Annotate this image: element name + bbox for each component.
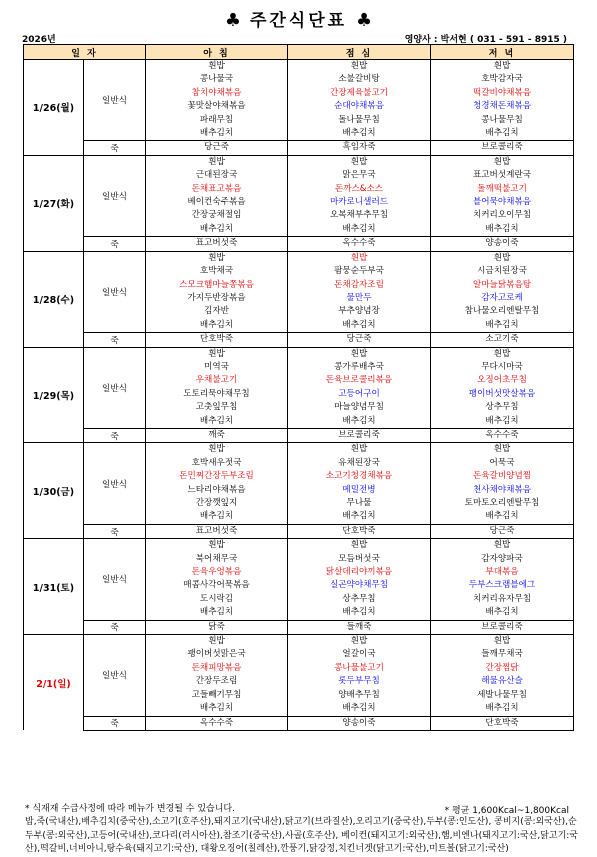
menu-body [24, 60, 574, 731]
table-row [24, 635, 574, 649]
lunch-dish: 돈까스&소스 [288, 183, 431, 196]
lunch-dish: 닭살데리야끼볶음 [288, 566, 431, 579]
juk-row [24, 716, 574, 730]
lunch-dish: 마늘양념무침 [288, 401, 431, 414]
lunch-dish: 소고기청경채볶음 [288, 470, 431, 483]
dinner-dish: 두부스크램블에그 [431, 579, 574, 592]
club-suit-icon: ♣ [224, 10, 242, 31]
lunch-juk: 들깨죽 [288, 620, 431, 634]
dinner-dish: 흰밥 [431, 155, 574, 169]
lunch-dish: 흰밥 [288, 60, 431, 74]
dinner-dish: 상추무침 [431, 401, 574, 414]
lunch-dish: 양배추무침 [288, 689, 431, 702]
dinner-dish: 무다시마국 [431, 361, 574, 374]
lunch-dish: 배추김치 [288, 510, 431, 524]
lunch-dish: 흰밥 [288, 635, 431, 649]
meal-type-regular: 일반식 [84, 635, 146, 716]
breakfast-dish: 매콤사각어묵볶음 [146, 579, 288, 592]
meal-type-juk: 죽 [84, 524, 146, 538]
breakfast-dish: 배추김치 [146, 223, 288, 237]
breakfast-dish: 베이컨숙주볶음 [146, 196, 288, 209]
juk-row [24, 237, 574, 251]
dinner-dish: 감자고로케 [431, 292, 574, 305]
origin-info: 밥,죽(국내산),배추김치(중국산),소고기(호주산),돼지고기(국내산),닭고기(브라질산),오리고기(중국산),두부(콩:인도산), 콩비지(콩:외국산),순두부(콩:외국산),고등어(국내산),코다리(러시아산),참조기(중국산),사골(호주산), 베이컨(돼지고기:외국산),햄,비엔나(돼지고기:국산,닭고기:국산),떡갈비,너비아니,탕수육(돼지고기:국산), 대왕오징어(칠레산),깐풍기,닭강정,치킨너겟(닭고기:국산),미트볼(닭고기:국산) [25, 817, 579, 855]
dinner-dish: 간장찜닭 [431, 662, 574, 675]
breakfast-dish: 흰밥 [146, 443, 288, 457]
dinner-dish: 떡갈비야채볶음 [431, 87, 574, 100]
lunch-juk: 브로콜리죽 [288, 428, 431, 442]
lunch-dish: 흰밥 [288, 347, 431, 361]
lunch-dish: 실곤약야채무침 [288, 579, 431, 592]
lunch-dish: 순대야채볶음 [288, 100, 431, 113]
breakfast-dish: 흰밥 [146, 347, 288, 361]
page-title [0, 6, 597, 31]
dinner-dish: 배추김치 [431, 319, 574, 333]
dinner-dish: 돈육갈비양념찜 [431, 470, 574, 483]
breakfast-juk: 단호박죽 [146, 333, 288, 347]
dinner-dish: 콩나물무침 [431, 114, 574, 127]
breakfast-dish: 스모크햄마늘쫑볶음 [146, 279, 288, 292]
breakfast-juk: 당근죽 [146, 141, 288, 155]
dinner-dish: 부대볶음 [431, 566, 574, 579]
juk-row [24, 141, 574, 155]
breakfast-dish: 도토리묵야채무침 [146, 388, 288, 401]
meal-type-regular: 일반식 [84, 155, 146, 236]
dinner-dish: 팽이버섯맛살볶음 [431, 388, 574, 401]
dinner-juk: 단호박죽 [431, 716, 574, 730]
breakfast-dish: 꽃맛살야채볶음 [146, 100, 288, 113]
header-breakfast: 아 침 [146, 45, 288, 60]
dinner-dish: 표고버섯계란국 [431, 169, 574, 182]
dinner-dish: 돌깨떡불고기 [431, 183, 574, 196]
lunch-dish: 간장제육불고기 [288, 87, 431, 100]
nutritionist-info: 영양사 : 박서현 ( 031 - 591 - 8915 ) [404, 35, 567, 45]
header-dinner: 저 녁 [431, 45, 574, 60]
calorie-info: * 평균 1,600Kcal~1,800Kcal [444, 806, 569, 816]
dinner-dish: 천사채야채볶음 [431, 484, 574, 497]
dinner-juk: 양송이죽 [431, 237, 574, 251]
meal-type-juk: 죽 [84, 237, 146, 251]
club-suit-icon: ♣ [355, 10, 373, 31]
dinner-dish: 배추김치 [431, 223, 574, 237]
dinner-dish: 시금치된장국 [431, 265, 574, 278]
breakfast-dish: 흰밥 [146, 155, 288, 169]
table-row [24, 347, 574, 361]
dinner-dish: 흰밥 [431, 347, 574, 361]
lunch-dish: 콩가루배추국 [288, 361, 431, 374]
day-date: 1/29(목) [24, 347, 84, 443]
meal-type-juk: 죽 [84, 333, 146, 347]
lunch-dish: 오복채부추무침 [288, 209, 431, 222]
breakfast-dish: 느타리야채볶음 [146, 484, 288, 497]
breakfast-dish: 북어채무국 [146, 553, 288, 566]
dinner-juk: 옥수수죽 [431, 428, 574, 442]
dinner-dish: 오징어초무침 [431, 374, 574, 387]
lunch-dish: 고등어구이 [288, 388, 431, 401]
breakfast-dish: 배추김치 [146, 510, 288, 524]
meal-type-regular: 일반식 [84, 60, 146, 141]
breakfast-dish: 간장궁채절임 [146, 209, 288, 222]
breakfast-dish: 김자반 [146, 305, 288, 318]
breakfast-dish: 미역국 [146, 361, 288, 374]
breakfast-dish: 흰밥 [146, 635, 288, 649]
dinner-dish: 참나물오리엔탈무침 [431, 305, 574, 318]
meal-type-regular: 일반식 [84, 539, 146, 620]
breakfast-dish: 돈민찌간장두부조림 [146, 470, 288, 483]
meal-type-juk: 죽 [84, 141, 146, 155]
meal-type-regular: 일반식 [84, 443, 146, 524]
lunch-dish: 메밀전병 [288, 484, 431, 497]
lunch-juk: 단호박죽 [288, 524, 431, 538]
breakfast-dish: 배추김치 [146, 415, 288, 429]
breakfast-dish: 배추김치 [146, 702, 288, 716]
breakfast-dish: 돈육우엉볶음 [146, 566, 288, 579]
lunch-dish: 흰밥 [288, 443, 431, 457]
day-date: 2/1(일) [24, 635, 84, 731]
table-row [24, 539, 574, 553]
breakfast-dish: 고춧잎무침 [146, 401, 288, 414]
lunch-juk: 옥수수죽 [288, 237, 431, 251]
day-date: 1/31(토) [24, 539, 84, 635]
table-row [24, 60, 574, 74]
lunch-dish: 팜뭉순두부국 [288, 265, 431, 278]
breakfast-dish: 간장두조림 [146, 675, 288, 688]
lunch-dish: 돈채감자조림 [288, 279, 431, 292]
dinner-dish: 들깨무채국 [431, 648, 574, 661]
header-lunch: 점 심 [288, 45, 431, 60]
table-row [24, 155, 574, 169]
day-date: 1/26(월) [24, 60, 84, 156]
lunch-juk: 당근죽 [288, 333, 431, 347]
breakfast-dish: 참치야채볶음 [146, 87, 288, 100]
breakfast-dish: 고들빼기무침 [146, 689, 288, 702]
page-title-text: 주간식단표 [249, 11, 348, 31]
breakfast-juk: 닭죽 [146, 620, 288, 634]
breakfast-dish: 돈채표고볶음 [146, 183, 288, 196]
lunch-dish: 모듬버섯국 [288, 553, 431, 566]
lunch-dish: 돌나물무침 [288, 114, 431, 127]
dinner-dish: 블어묵야채볶음 [431, 196, 574, 209]
dinner-dish: 배추김치 [431, 510, 574, 524]
breakfast-dish: 호박채국 [146, 265, 288, 278]
menu-year: 2026년 [22, 35, 56, 45]
lunch-dish: 무나물 [288, 497, 431, 510]
lunch-dish: 돈육브로콜리볶음 [288, 374, 431, 387]
breakfast-dish: 우채불고기 [146, 374, 288, 387]
day-date: 1/30(금) [24, 443, 84, 539]
lunch-dish: 소불갈비탕 [288, 73, 431, 86]
breakfast-dish: 흰밥 [146, 60, 288, 74]
breakfast-dish: 파래무침 [146, 114, 288, 127]
lunch-dish: 배추김치 [288, 319, 431, 333]
lunch-dish: 부추양념장 [288, 305, 431, 318]
dinner-dish: 배추김치 [431, 415, 574, 429]
breakfast-dish: 팽이버섯맑은국 [146, 648, 288, 661]
breakfast-juk: 표고버섯죽 [146, 524, 288, 538]
meal-type-regular: 일반식 [84, 251, 146, 332]
juk-row [24, 524, 574, 538]
weekly-menu-table [23, 44, 574, 731]
dinner-dish: 해물유산슬 [431, 675, 574, 688]
breakfast-dish: 가지두반장볶음 [146, 292, 288, 305]
lunch-dish: 배추김치 [288, 606, 431, 620]
breakfast-dish: 근대된장국 [146, 169, 288, 182]
dinner-dish: 치커리유자무침 [431, 593, 574, 606]
breakfast-dish: 흰밥 [146, 251, 288, 265]
lunch-dish: 콩나물불고기 [288, 662, 431, 675]
lunch-dish: 마카로니샐러드 [288, 196, 431, 209]
dinner-dish: 치커리오이무침 [431, 209, 574, 222]
header-date: 일 자 [24, 45, 146, 60]
lunch-dish: 상추무침 [288, 593, 431, 606]
breakfast-dish: 배추김치 [146, 319, 288, 333]
dinner-dish: 알마늘닭볶음탕 [431, 279, 574, 292]
breakfast-juk: 옥수수죽 [146, 716, 288, 730]
breakfast-dish: 배추김치 [146, 127, 288, 141]
lunch-dish: 배추김치 [288, 223, 431, 237]
lunch-dish: 배추김치 [288, 415, 431, 429]
dinner-juk: 당근죽 [431, 524, 574, 538]
dinner-dish: 흰밥 [431, 60, 574, 74]
dinner-dish: 청경채돈채볶음 [431, 100, 574, 113]
dinner-dish: 배추김치 [431, 606, 574, 620]
meal-type-regular: 일반식 [84, 347, 146, 428]
dinner-dish: 배추김치 [431, 702, 574, 716]
dinner-dish: 어묵국 [431, 457, 574, 470]
lunch-dish: 롯두부무침 [288, 675, 431, 688]
table-header-row [24, 45, 574, 60]
breakfast-dish: 흰밥 [146, 539, 288, 553]
breakfast-dish: 돈채피망볶음 [146, 662, 288, 675]
breakfast-dish: 호박새우젓국 [146, 457, 288, 470]
table-row [24, 443, 574, 457]
lunch-dish: 흰밥 [288, 539, 431, 553]
lunch-dish: 얼갈이국 [288, 648, 431, 661]
lunch-dish: 물만두 [288, 292, 431, 305]
lunch-dish: 유채된장국 [288, 457, 431, 470]
juk-row [24, 333, 574, 347]
lunch-dish: 맑은무국 [288, 169, 431, 182]
lunch-juk: 양송이죽 [288, 716, 431, 730]
lunch-juk: 흑임자죽 [288, 141, 431, 155]
dinner-juk: 소고기죽 [431, 333, 574, 347]
dinner-dish: 흰밥 [431, 251, 574, 265]
dinner-dish: 세발나물무침 [431, 689, 574, 702]
meal-type-juk: 죽 [84, 620, 146, 634]
meal-type-juk: 죽 [84, 716, 146, 730]
dinner-juk: 브로콜리죽 [431, 141, 574, 155]
lunch-dish: 배추김치 [288, 702, 431, 716]
juk-row [24, 428, 574, 442]
dinner-dish: 흰밥 [431, 635, 574, 649]
breakfast-juk: 표고버섯죽 [146, 237, 288, 251]
menu-change-notice: * 식재재 수급사정에 따라 메뉴가 변경될 수 있습니다. [25, 804, 235, 814]
dinner-dish: 감자양파국 [431, 553, 574, 566]
dinner-dish: 배추김치 [431, 127, 574, 141]
breakfast-dish: 배추김치 [146, 606, 288, 620]
juk-row [24, 620, 574, 634]
dinner-dish: 토마토오리엔탈무침 [431, 497, 574, 510]
breakfast-dish: 간장깻잎지 [146, 497, 288, 510]
dinner-dish: 흰밥 [431, 443, 574, 457]
day-date: 1/27(화) [24, 155, 84, 251]
breakfast-dish: 콩나물국 [146, 73, 288, 86]
dinner-dish: 호박감자국 [431, 73, 574, 86]
meal-type-juk: 죽 [84, 428, 146, 442]
lunch-dish: 흰밥 [288, 155, 431, 169]
lunch-dish: 배추김치 [288, 127, 431, 141]
dinner-juk: 브로콜리죽 [431, 620, 574, 634]
table-row [24, 251, 574, 265]
breakfast-dish: 도시락김 [146, 593, 288, 606]
lunch-dish: 흰밥 [288, 251, 431, 265]
breakfast-juk: 깨죽 [146, 428, 288, 442]
dinner-dish: 흰밥 [431, 539, 574, 553]
day-date: 1/28(수) [24, 251, 84, 347]
